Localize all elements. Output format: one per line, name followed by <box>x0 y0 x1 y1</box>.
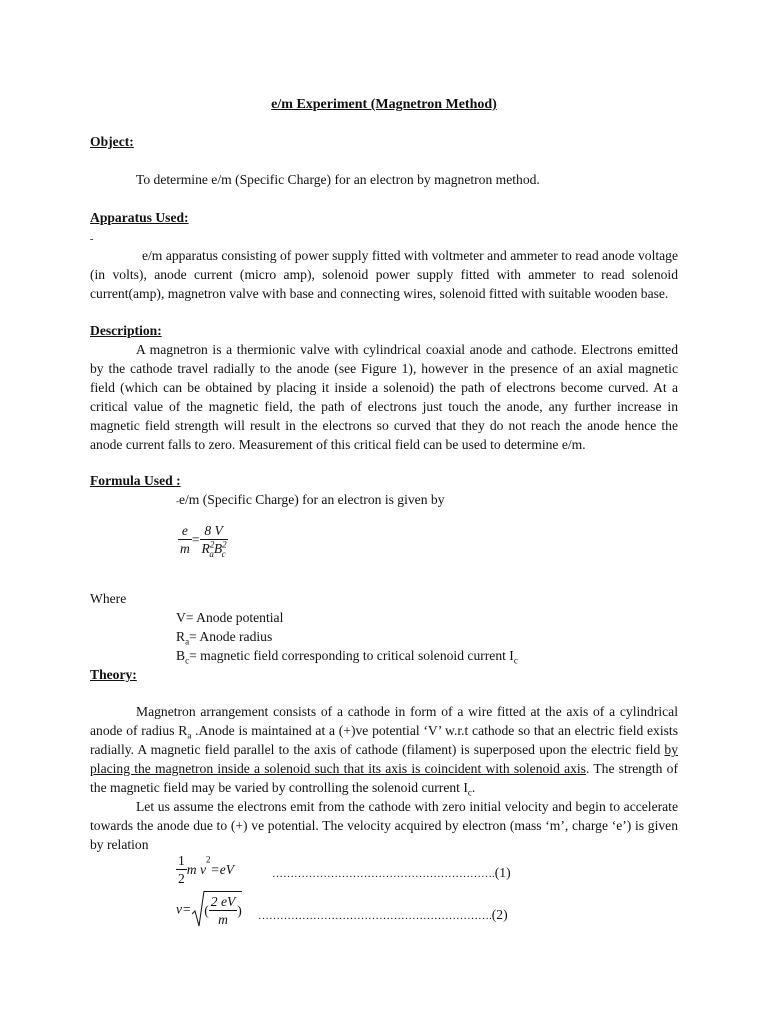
theory-p1-underlined: by placing the magnetron inside a solenoid such that its axis is coincident with solenoid axis <box>90 742 678 776</box>
def-bc-sym: B <box>176 648 186 663</box>
eq1-denominator: 2 <box>178 871 185 886</box>
def-v-sym: V <box>176 610 186 625</box>
theory-p1-c: . The strength of the magnetic field may be varied by controlling the solenoid current I <box>90 761 678 795</box>
def-ra-text: = Anode radius <box>189 629 273 644</box>
def-bc <box>176 646 518 665</box>
eq2-tag: (2) <box>491 907 508 922</box>
formula-intro-dash: - <box>176 496 179 506</box>
theory-p1-a: Magnetron arrangement consists of a cathode in form of a wire fitted at the axis of a cylindrical anode of radius R <box>90 704 678 738</box>
equation-2 <box>176 890 242 928</box>
rhs-denominator <box>200 540 228 557</box>
eq1-leader <box>272 863 511 884</box>
rhs-r-sup: 2 <box>209 539 215 550</box>
description-heading: Description: <box>90 323 162 338</box>
def-ra <box>176 627 272 646</box>
def-ra-sym: R <box>176 629 186 644</box>
eq2-denominator: m <box>218 911 228 927</box>
em-fraction <box>178 522 192 557</box>
rhs-b-sup: 2 <box>222 539 227 550</box>
rhs-numerator: 8 V <box>200 522 228 540</box>
theory-p1-a-sub: a <box>187 730 192 741</box>
def-bc-sub: c <box>185 655 190 666</box>
object-text: To determine e/m (Specific Charge) for an electron by magnetron method. <box>136 172 540 187</box>
apparatus-heading: Apparatus Used: <box>90 210 189 225</box>
theory-p1-b: .Anode is maintained at a (+)ve potential ‘V’ w.r.t cathode so that an electric field exists radially. A magnetic field parallel to the axis of cathode (filament) is superposed upon the electric field <box>90 723 678 757</box>
eq1-rhs: =eV <box>210 862 235 877</box>
description-text: A magnetron is a thermionic valve with cylindrical coaxial anode and cathode. Electrons emitted by the cathode travel radially to the anode (see Figure 1), however in the presence of an axial magnetic field (which can be obtained by placing it inside a solenoid) the path of electrons become curved. At a critical value of the magnetic field, the path of electrons just touch the anode, any further increase in magnetic field strength will result in the electrons so curved that they do not reach the anode hence the anode current falls to zero. Measurement of this critical field can be used to determine e/m. <box>90 342 678 452</box>
eq1-dots: ……………………………………………………. <box>272 868 495 880</box>
theory-heading: Theory: <box>90 667 137 682</box>
object-heading: Object: <box>90 134 134 149</box>
em-formula <box>178 522 228 557</box>
rhs-b: B <box>213 541 223 556</box>
formula-heading: Formula Used : <box>90 473 181 488</box>
theory-p1-c-sub: c <box>467 787 472 798</box>
formula-equals: = <box>191 532 200 547</box>
theory-paragraph-2: Let us assume the electrons emit from the cathode with zero initial velocity and begin to accelerate towards the anode due to (+) ve potential. The velocity acquired by electron (mass ‘m’, charge ‘e’) is given by relation <box>90 799 678 852</box>
where-label: Where <box>90 591 127 606</box>
def-v-text: = Anode potential <box>185 610 284 625</box>
eq2-dots: ………………………………………………………. <box>258 910 492 922</box>
def-bc-text: = magnetic field corresponding to critical solenoid current I <box>189 648 514 663</box>
formula-intro-text: e/m (Specific Charge) for an electron is given by <box>179 492 445 507</box>
formula-intro <box>176 490 445 511</box>
eq1-tag: (1) <box>494 865 511 880</box>
apparatus-bullet: - <box>90 234 94 245</box>
rhs-b-sub: c <box>221 548 226 559</box>
eq2-lhs: v= <box>176 901 192 917</box>
apparatus-text: e/m apparatus consisting of power supply fitted with voltmeter and ammeter to read anode voltage (in volts), anode current (micro amp), solenoid power supply fitted with ammeter to read solenoid current(amp), magnetron valve with base and connecting wires, solenoid fitted with suitable wooden base. <box>90 248 678 301</box>
theory-paragraph-1 <box>90 702 678 797</box>
equation-1 <box>176 852 234 887</box>
def-ra-sub: a <box>185 636 190 647</box>
def-v <box>176 608 283 627</box>
eq1-numerator: 1 <box>178 853 185 868</box>
eq2-numerator: 2 eV <box>210 893 236 909</box>
sqrt-radical <box>191 890 205 928</box>
em-numerator: e <box>178 522 192 540</box>
sqrt-body: ( $\frac{2 eV}{m}$ ) <box>204 891 242 928</box>
rhs-r-sub: a <box>209 548 214 559</box>
eq1-sup: 2 <box>206 854 211 865</box>
theory-p1-d: . <box>471 780 476 795</box>
eq2-fraction <box>209 893 238 928</box>
def-bc-tail-sub: c <box>513 655 518 666</box>
rhs-fraction <box>200 522 228 557</box>
eq1-fraction <box>176 852 187 887</box>
eq1-mv: m v <box>186 862 207 877</box>
eq2-leader <box>258 905 508 926</box>
rhs-r: R <box>201 541 210 556</box>
page-title: e/m Experiment (Magnetron Method) <box>271 97 497 112</box>
em-denominator: m <box>180 541 190 556</box>
